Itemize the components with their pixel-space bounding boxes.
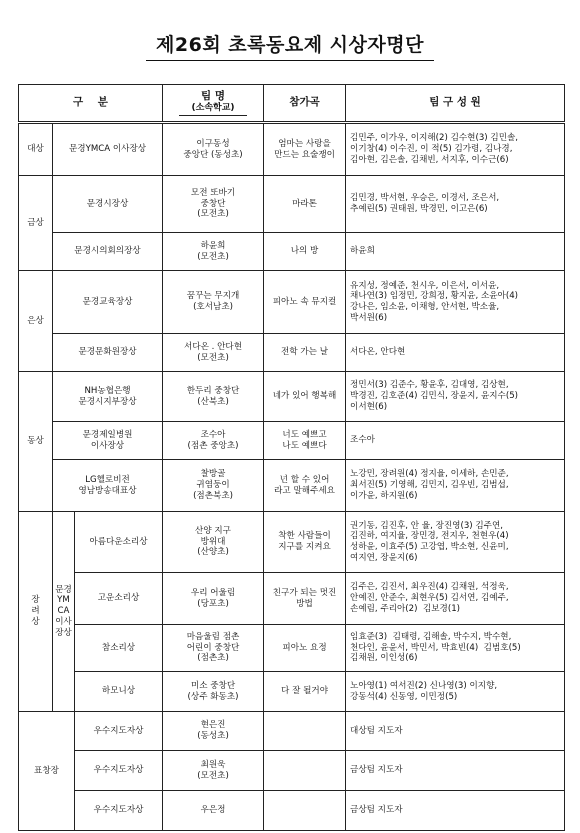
song-cell: 전학 가는 날 — [264, 334, 346, 372]
header-team-school: (소속학교) — [179, 103, 247, 115]
header-song: 참가곡 — [264, 85, 346, 123]
award-cell: 문경시의회의장상 — [53, 233, 163, 271]
award-cell: 문경시장상 — [53, 176, 163, 233]
members-cell: 금상팀 지도자 — [346, 751, 565, 791]
group-label-pyochang: 표창장 — [19, 712, 75, 831]
award-cell: 문경제일병원 이사장상 — [53, 422, 163, 460]
team-cell: 서다온 . 안다현 (모전초) — [163, 334, 264, 372]
members-cell: 대상팀 지도자 — [346, 712, 565, 751]
members-cell: 임효준(3) 김태령, 김해솔, 박수지, 박수현, 천다인, 윤윤서, 박민서, 박효빈(4) 김범호(5) 김채원, 이인성(6) — [346, 625, 565, 672]
team-cell: 마음울림 점촌 어린이 중창단 (점촌초) — [163, 625, 264, 672]
members-cell: 노강민, 장려원(4) 정지율, 이세하, 손민준, 최서진(5) 기영해, 김민지, 김우빈, 김범섭, 이가윤, 하지원(6) — [346, 460, 565, 512]
table-header-row — [19, 85, 565, 123]
table-row — [19, 625, 565, 672]
song-cell: 다 잘 될거야 — [264, 672, 346, 712]
song-cell: 나의 방 — [264, 233, 346, 271]
award-cell: 우수지도자상 — [75, 751, 163, 791]
team-cell: 미소 중창단 (상주 화동초) — [163, 672, 264, 712]
header-team — [163, 85, 264, 123]
team-cell: 모전 또바기 중창단 (모전초) — [163, 176, 264, 233]
group-sublabel-ymca: 문경 YM CA 이사 장상 — [53, 512, 75, 712]
group-label-dongsang: 동상 — [19, 372, 53, 512]
members-cell: 조수아 — [346, 422, 565, 460]
award-cell: 고운소리상 — [75, 573, 163, 625]
table-row — [19, 672, 565, 712]
team-cell: 찰방골 귀염둥이 (점촌북초) — [163, 460, 264, 512]
award-cell: 우수지도자상 — [75, 791, 163, 831]
song-cell: 착한 사람들이 지구를 지켜요 — [264, 512, 346, 573]
award-cell: 아름다운소리상 — [75, 512, 163, 573]
award-cell: 하모니상 — [75, 672, 163, 712]
song-cell — [264, 712, 346, 751]
table-row — [19, 751, 565, 791]
table-row — [19, 123, 565, 176]
award-cell: LG헬로비전 영남방송대표상 — [53, 460, 163, 512]
members-cell: 금상팀 지도자 — [346, 791, 565, 831]
header-team-name: 팀 명 — [201, 90, 225, 103]
award-cell: 문경교육장상 — [53, 271, 163, 334]
song-cell: 엄마는 사랑을 만드는 요술쟁이 — [264, 123, 346, 176]
group-label-geumsang: 금상 — [19, 176, 53, 271]
team-cell: 현은진 (동성초) — [163, 712, 264, 751]
members-cell: 김주은, 김진서, 최우진(4) 김채원, 석정욱, 안예진, 안준수, 최현우(5) 김서연, 김예주, 손예림, 주리아(2) 김보경(1) — [346, 573, 565, 625]
group-label-daesang: 대상 — [19, 123, 53, 176]
members-cell: 하윤희 — [346, 233, 565, 271]
table-row — [19, 233, 565, 271]
group-label-eunsang: 은상 — [19, 271, 53, 372]
table-row — [19, 176, 565, 233]
members-cell: 김민주, 이가우, 이지해(2) 김수현(3) 김민솔, 이기창(4) 이수진, 이 적(5) 김가령, 김나경, 김아현, 김은솔, 김채빈, 서지후, 이수근(6) — [346, 123, 565, 176]
table-row — [19, 712, 565, 751]
table-row — [19, 372, 565, 422]
table-row — [19, 422, 565, 460]
team-cell: 산양 지구 방위대 (산양초) — [163, 512, 264, 573]
title-underline — [146, 60, 434, 61]
members-cell: 권기동, 김진후, 안 율, 장진영(3) 김주연, 김진하, 여지율, 장민경, 전지우, 천현우(4) 성하윤, 이효주(5) 고강엽, 박소현, 신윤미, 여지연, 장윤지(6) — [346, 512, 565, 573]
song-cell: 마라톤 — [264, 176, 346, 233]
members-cell: 김민경, 박서현, 우승은, 이경서, 조은서, 추예린(5) 권태원, 박경민, 이고은(6) — [346, 176, 565, 233]
team-cell: 우리 어울림 (당포초) — [163, 573, 264, 625]
table-row — [19, 512, 565, 573]
table-row — [19, 334, 565, 372]
page-title: 제26회 초록동요제 시상자명단 — [156, 34, 424, 56]
song-cell: 피아노 속 뮤지컬 — [264, 271, 346, 334]
members-cell: 서다온, 안다현 — [346, 334, 565, 372]
table-row — [19, 791, 565, 831]
team-cell: 한두리 중창단 (산북초) — [163, 372, 264, 422]
members-cell: 정민서(3) 김준수, 황윤후, 김대영, 김상현, 박경진, 김호준(4) 김민식, 장윤지, 윤지수(5) 이서현(6) — [346, 372, 565, 422]
group-label-jangryeosang: 장 려 상 — [19, 512, 53, 712]
award-cell: 우수지도자상 — [75, 712, 163, 751]
award-cell: 문경문화원장상 — [53, 334, 163, 372]
team-cell: 우은정 — [163, 791, 264, 831]
team-cell: 최원욱 (모전초) — [163, 751, 264, 791]
award-table — [18, 84, 565, 831]
award-cell: NH농협은행 문경시지부장상 — [53, 372, 163, 422]
table-row — [19, 573, 565, 625]
table-row — [19, 271, 565, 334]
song-cell — [264, 791, 346, 831]
members-cell: 노아영(1) 여서진(2) 신나영(3) 이지향, 강동석(4) 신동영, 이민정(5) — [346, 672, 565, 712]
header-category: 구 분 — [19, 85, 163, 123]
header-members: 팀 구 성 원 — [346, 85, 565, 123]
team-cell: 하윤희 (모전초) — [163, 233, 264, 271]
team-cell: 조수아 (점촌 중앙초) — [163, 422, 264, 460]
team-cell: 꿈꾸는 무지개 (호서남초) — [163, 271, 264, 334]
award-cell: 문경YMCA 이사장상 — [53, 123, 163, 176]
song-cell — [264, 751, 346, 791]
song-cell: 피아노 요정 — [264, 625, 346, 672]
song-cell: 너도 예쁘고 나도 예쁘다 — [264, 422, 346, 460]
members-cell: 유지성, 정예준, 천시우, 이은서, 이서윤, 채나연(3) 임정민, 강희정, 황지윤, 소윤아(4) 강나은, 임소윤, 이채형, 안서현, 박소율, 박서원(6) — [346, 271, 565, 334]
song-cell: 넌 할 수 있어 라고 말해주세요 — [264, 460, 346, 512]
award-cell: 참소리상 — [75, 625, 163, 672]
song-cell: 네가 있어 행복해 — [264, 372, 346, 422]
table-row — [19, 460, 565, 512]
team-cell: 이구동성 중앙단 (동성초) — [163, 123, 264, 176]
song-cell: 친구가 되는 멋진 방법 — [264, 573, 346, 625]
